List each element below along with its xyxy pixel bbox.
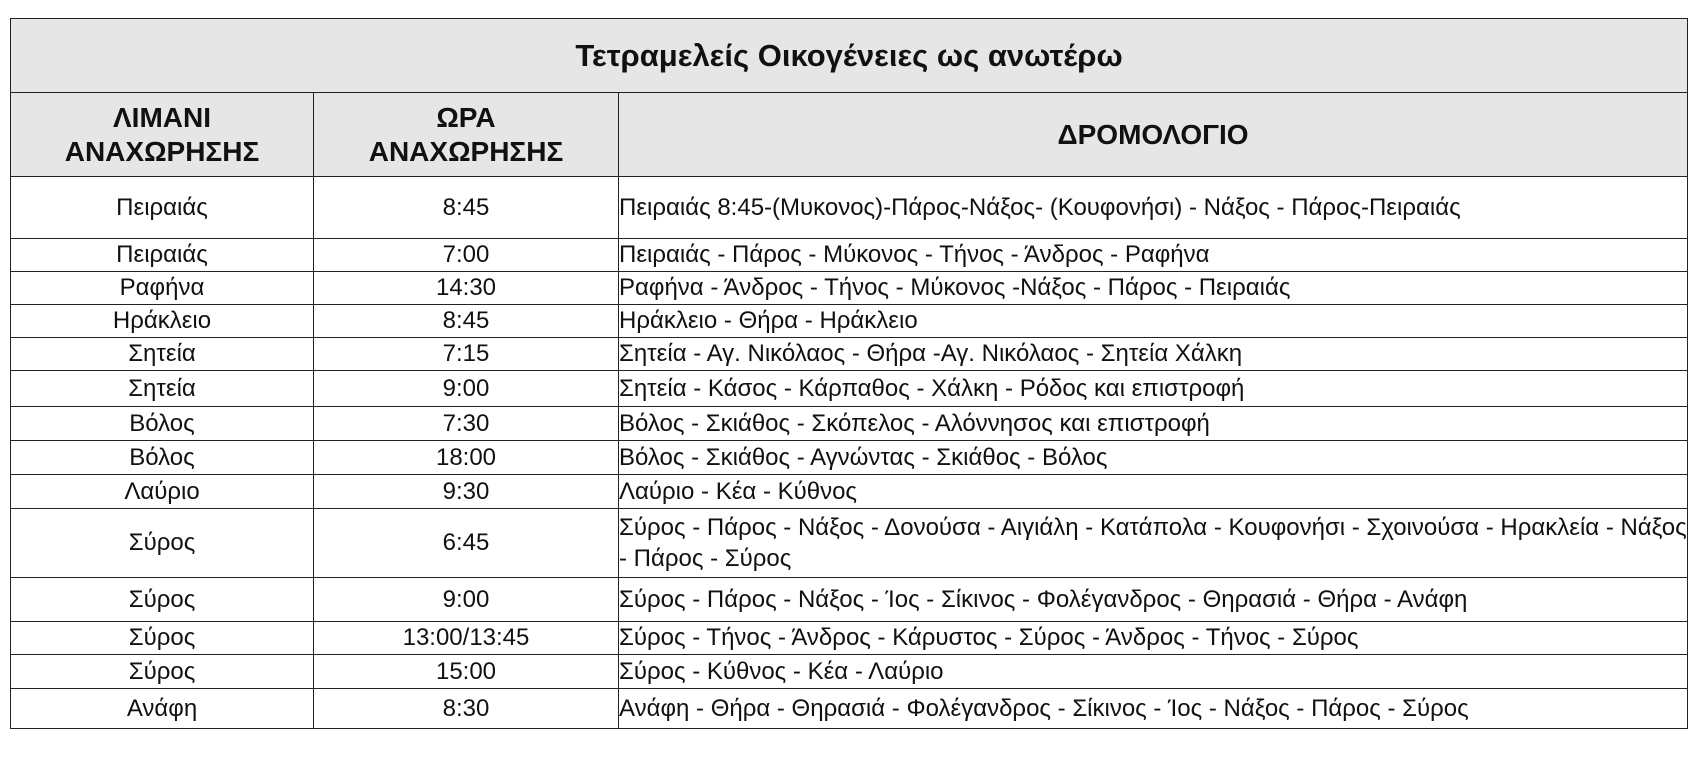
header-port bbox=[11, 93, 314, 177]
table-row bbox=[11, 407, 1688, 441]
table-row bbox=[11, 338, 1688, 371]
cell-time: 8:45 bbox=[314, 305, 619, 338]
table-row bbox=[11, 622, 1688, 655]
cell-port: Βόλος bbox=[11, 441, 314, 475]
cell-time: 7:00 bbox=[314, 239, 619, 272]
cell-time: 8:30 bbox=[314, 689, 619, 729]
cell-port: Σύρος bbox=[11, 622, 314, 655]
cell-route: Ηράκλειο - Θήρα - Ηράκλειο bbox=[619, 305, 1688, 338]
cell-port: Ανάφη bbox=[11, 689, 314, 729]
cell-port: Ραφήνα bbox=[11, 272, 314, 305]
header-time-line-2: ΑΝΑΧΩΡΗΣΗΣ bbox=[368, 135, 564, 167]
cell-port: Λαύριο bbox=[11, 475, 314, 509]
header-time-line-1: ΩΡΑ bbox=[436, 101, 496, 133]
cell-route: Βόλος - Σκιάθος - Αγνώντας - Σκιάθος - Βόλος bbox=[619, 441, 1688, 475]
title-row bbox=[11, 19, 1688, 93]
table-row bbox=[11, 475, 1688, 509]
cell-route: Ραφήνα - Άνδρος - Τήνος - Μύκονος -Νάξος - Πάρος - Πειραιάς bbox=[619, 272, 1688, 305]
table-row bbox=[11, 371, 1688, 407]
cell-route: Βόλος - Σκιάθος - Σκόπελος - Αλόννησος και επιστροφή bbox=[619, 407, 1688, 441]
header-row bbox=[11, 93, 1688, 177]
header-route: ΔΡΟΜΟΛΟΓΙΟ bbox=[619, 93, 1688, 177]
table-title: Τετραμελείς Οικογένειες ως ανωτέρω bbox=[11, 19, 1688, 93]
cell-route: Λαύριο - Κέα - Κύθνος bbox=[619, 475, 1688, 509]
table-row bbox=[11, 578, 1688, 622]
cell-port: Σητεία bbox=[11, 338, 314, 371]
table-row bbox=[11, 177, 1688, 239]
cell-time: 7:15 bbox=[314, 338, 619, 371]
table-row bbox=[11, 441, 1688, 475]
cell-port: Βόλος bbox=[11, 407, 314, 441]
table-row bbox=[11, 689, 1688, 729]
table-row bbox=[11, 655, 1688, 689]
cell-port: Σύρος bbox=[11, 578, 314, 622]
cell-route: Σητεία - Αγ. Νικόλαος - Θήρα -Αγ. Νικόλαος - Σητεία Χάλκη bbox=[619, 338, 1688, 371]
table-row bbox=[11, 239, 1688, 272]
cell-port: Πειραιάς bbox=[11, 239, 314, 272]
cell-time: 6:45 bbox=[314, 509, 619, 578]
header-time bbox=[314, 93, 619, 177]
header-port-line-2: ΑΝΑΧΩΡΗΣΗΣ bbox=[64, 135, 260, 167]
cell-port: Ηράκλειο bbox=[11, 305, 314, 338]
table-row bbox=[11, 509, 1688, 578]
cell-time: 8:45 bbox=[314, 177, 619, 239]
cell-port: Σύρος bbox=[11, 655, 314, 689]
cell-time: 15:00 bbox=[314, 655, 619, 689]
header-port-line-1: ΛΙΜΑΝΙ bbox=[113, 101, 211, 133]
cell-port: Σητεία bbox=[11, 371, 314, 407]
cell-route: Σύρος - Πάρος - Νάξος - Δονούσα - Αιγιάλη - Κατάπολα - Κουφονήσι - Σχοινούσα - Ηρακλεία - Νάξος - Πάρος - Σύρος bbox=[619, 509, 1688, 578]
cell-port: Σύρος bbox=[11, 509, 314, 578]
table-row bbox=[11, 272, 1688, 305]
cell-route: Σητεία - Κάσος - Κάρπαθος - Χάλκη - Ρόδος και επιστροφή bbox=[619, 371, 1688, 407]
cell-time: 9:00 bbox=[314, 578, 619, 622]
cell-route: Ανάφη - Θήρα - Θηρασιά - Φολέγανδρος - Σίκινος - Ίος - Νάξος - Πάρος - Σύρος bbox=[619, 689, 1688, 729]
cell-time: 13:00/13:45 bbox=[314, 622, 619, 655]
table-row bbox=[11, 305, 1688, 338]
cell-time: 9:00 bbox=[314, 371, 619, 407]
cell-port: Πειραιάς bbox=[11, 177, 314, 239]
schedule-table bbox=[10, 18, 1688, 729]
cell-time: 9:30 bbox=[314, 475, 619, 509]
cell-route: Σύρος - Πάρος - Νάξος - Ίος - Σίκινος - Φολέγανδρος - Θηρασιά - Θήρα - Ανάφη bbox=[619, 578, 1688, 622]
cell-route: Σύρος - Κύθνος - Κέα - Λαύριο bbox=[619, 655, 1688, 689]
cell-time: 14:30 bbox=[314, 272, 619, 305]
cell-time: 18:00 bbox=[314, 441, 619, 475]
cell-route: Πειραιάς - Πάρος - Μύκονος - Τήνος - Άνδρος - Ραφήνα bbox=[619, 239, 1688, 272]
cell-route: Σύρος - Τήνος - Άνδρος - Κάρυστος - Σύρος - Άνδρος - Τήνος - Σύρος bbox=[619, 622, 1688, 655]
cell-route: Πειραιάς 8:45-(Μυκονος)-Πάρος-Νάξος- (Κουφονήσι) - Νάξος - Πάρος-Πειραιάς bbox=[619, 177, 1688, 239]
cell-time: 7:30 bbox=[314, 407, 619, 441]
